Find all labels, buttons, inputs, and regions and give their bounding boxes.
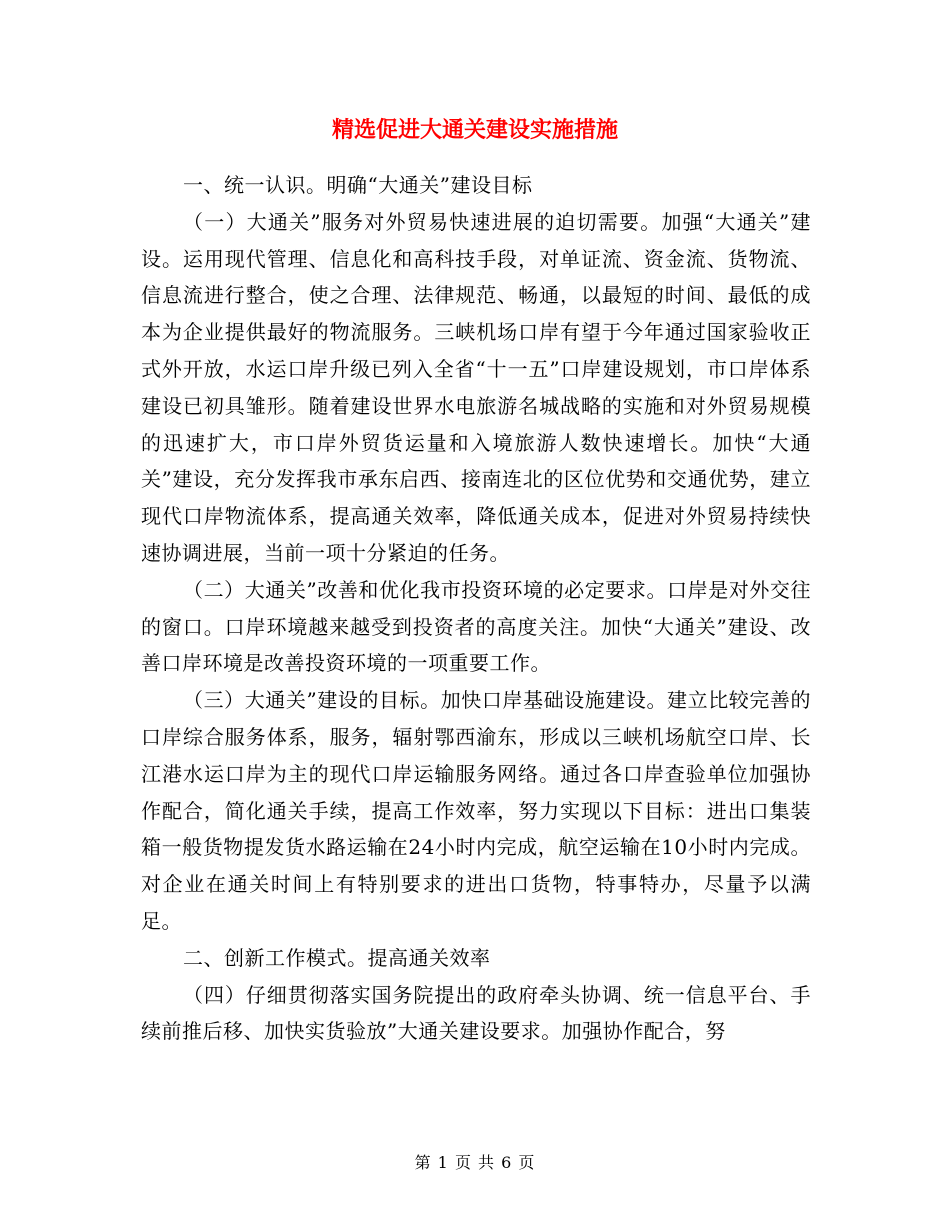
paragraph-4: （四）仔细贯彻落实国务院提出的政府牵头协调、统一信息平台、手续前推后移、加快实货验放”大通关建设要求。加强协作配合，努: [141, 982, 811, 1044]
section-heading-2: 二、创新工作模式。提高通关效率: [183, 945, 491, 970]
document-body: [141, 167, 811, 1050]
paragraph-1: （一）大通关”服务对外贸易快速进展的迫切需要。加强“大通关”建设。运用现代管理、信息化和高科技手段，对单证流、资金流、货物流、信息流进行整合，使之合理、法律规范、畅通，以最短的时间、最低的成本为企业提供最好的物流服务。三峡机场口岸有望于今年通过国家验收正式外开放，水运口岸升级已列入全省“十一五”口岸建设规划，市口岸体系建设已初具雏形。随着建设世界水电旅游名城战略的实施和对外贸易规模的迅速扩大，市口岸外贸货运量和入境旅游人数快速增长。加快“大通关”建设，充分发挥我市承东启西、接南连北的区位优势和交通优势，建立现代口岸物流体系，提高通关效率，降低通关成本，促进对外贸易持续快速协调进展，当前一项十分紧迫的任务。: [141, 209, 811, 565]
section-heading-1: 一、统一认识。明确“大通关”建设目标: [183, 173, 533, 197]
paragraph-3: （三）大通关”建设的目标。加快口岸基础设施建设。建立比较完善的口岸综合服务体系，服务，辐射鄂西渝东，形成以三峡机场航空口岸、长江港水运口岸为主的现代口岸运输服务网络。通过各口岸查验单位加强协作配合，简化通关手续，提高工作效率，努力实现以下目标：进出口集装箱一般货物提发货水路运输在24小时内完成，航空运输在10小时内完成。对企业在通关时间上有特别要求的进出口货物，特事特办，尽量予以满足。: [141, 688, 811, 933]
paragraph-2: （二）大通关”改善和优化我市投资环境的必定要求。口岸是对外交往的窗口。口岸环境越来越受到投资者的高度关注。加快“大通关”建设、改善口岸环境是改善投资环境的一项重要工作。: [141, 577, 811, 676]
page-number-footer: 第 1 页 共 6 页: [414, 1153, 536, 1172]
document-title: 精选促进大通关建设实施措施: [331, 118, 618, 143]
